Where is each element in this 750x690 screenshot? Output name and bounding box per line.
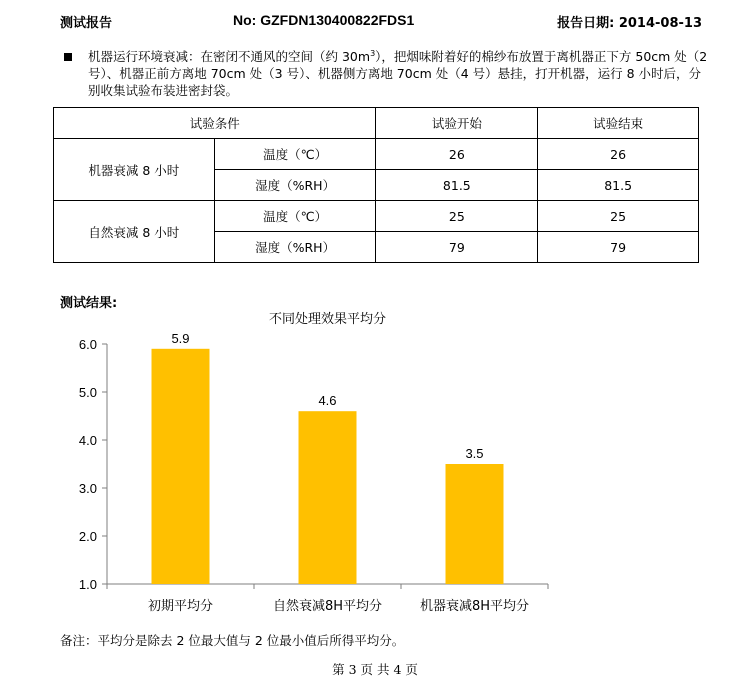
table-cell: 温度（℃） <box>214 201 376 232</box>
table-cell: 湿度（%RH） <box>214 170 376 201</box>
table-cell: 26 <box>376 139 538 170</box>
bar-3 <box>446 464 504 584</box>
table-cell: 79 <box>538 232 699 263</box>
bar-data-label: 3.5 <box>465 446 484 461</box>
x-category-label: 自然衰减8H平均分 <box>272 599 383 614</box>
bar-data-label: 5.9 <box>171 330 190 346</box>
table-group-cell: 机器衰减 8 小时 <box>54 139 215 201</box>
chart-title: 不同处理效果平均分 <box>268 312 387 327</box>
y-tick-label: 3.0 <box>78 481 97 496</box>
table-header-cell: 试验开始 <box>376 108 538 139</box>
report-date: 报告日期: 2014-08-13 <box>557 16 702 31</box>
table-header-cell: 试验结束 <box>538 108 699 139</box>
table-cell: 79 <box>376 232 538 263</box>
table-cell: 26 <box>538 139 699 170</box>
table-group-cell: 自然衰减 8 小时 <box>54 201 215 263</box>
x-category-label: 初期平均分 <box>147 599 214 614</box>
y-tick-label: 4.0 <box>78 433 97 448</box>
report-title: 测试报告 <box>60 16 113 31</box>
table-cell: 湿度（%RH） <box>214 232 376 263</box>
x-category-label: 机器衰减8H平均分 <box>419 599 530 614</box>
page-footer: 第 3 页 共 4 页 <box>332 662 418 677</box>
y-tick-label: 1.0 <box>78 577 97 592</box>
table-cell: 温度（℃） <box>214 139 376 170</box>
bar-1 <box>152 349 210 584</box>
table-cell: 81.5 <box>376 170 538 201</box>
test-description-text: 机器运行环境衰减：在密闭不通风的空间（约 $30m^3$），把烟味附着好的棉纱布放置于离机器正下方 50cm 处（2 号）、机器正前方离地 70cm 处（3 号）、机器侧方离地 70cm 处（4 号）悬挂，打开机器，运行 8 小时后，分别收集试验布装进密封袋。 <box>88 48 708 98</box>
report-number: No: GZFDN130400822FDS1 <box>233 12 415 28</box>
bar-data-label: 4.6 <box>318 393 337 409</box>
table-header-cell: 试验条件 <box>54 108 376 139</box>
y-tick-label: 5.0 <box>78 385 97 400</box>
table-cell: 25 <box>538 201 699 232</box>
y-tick-label: 2.0 <box>78 529 97 544</box>
y-tick-label: 6.0 <box>78 337 97 352</box>
table-cell: 25 <box>376 201 538 232</box>
results-label: 测试结果: <box>60 296 118 311</box>
bar-2 <box>299 411 357 584</box>
footnote: 备注：平均分是除去 2 位最大值与 2 位最小值后所得平均分。 <box>60 633 405 648</box>
table-cell: 81.5 <box>538 170 699 201</box>
